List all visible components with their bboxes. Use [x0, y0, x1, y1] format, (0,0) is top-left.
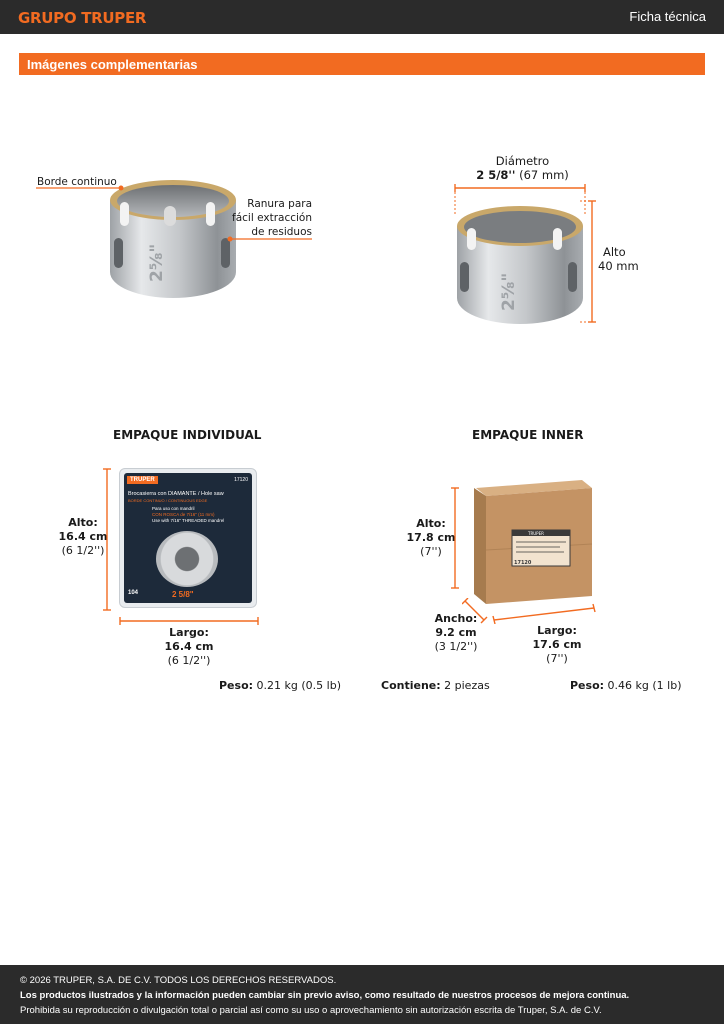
- diameter-value-row: [460, 168, 585, 182]
- inner-height-label: [406, 517, 456, 559]
- callout-slot-line-1: Ranura para: [247, 198, 312, 210]
- callout-slot-line-3: de residuos: [251, 226, 312, 238]
- inner-width-title: Ancho:: [434, 612, 478, 625]
- svg-text:2⅝": 2⅝": [499, 272, 519, 311]
- diameter-inches: 2 5/8'': [476, 168, 516, 182]
- blister-code: 17120: [234, 477, 248, 483]
- individual-height-title: Alto:: [68, 516, 98, 529]
- inner-width-in: (3 1/2''): [434, 640, 478, 653]
- individual-height-line: [102, 467, 112, 612]
- blister-brand: TRUPER: [127, 476, 158, 484]
- package-inner-title: EMPAQUE INNER: [472, 428, 584, 442]
- blister-line-1: [128, 491, 224, 497]
- callout-border-label: Borde continuo: [37, 176, 117, 188]
- footer-notice: Los productos ilustrados y la información pueden cambiar sin previo aviso, como resultado de nuestros procesos de mejora continua.: [20, 990, 630, 1001]
- inner-length-cm: 17.6 cm: [532, 638, 582, 651]
- inner-height-cm: 17.8 cm: [406, 531, 456, 544]
- blister-line-5: Use with 7/16" THREADED mandrel: [152, 518, 225, 523]
- height-dimension-line: [580, 198, 600, 326]
- height-label: [598, 245, 639, 273]
- blister-size: 2 5/8": [172, 590, 194, 599]
- blister-package: [119, 468, 257, 608]
- individual-weight-label: Peso:: [219, 679, 254, 692]
- section-title: Imágenes complementarias: [27, 57, 198, 72]
- footer: [0, 965, 724, 1024]
- package-individual-title: EMPAQUE INDIVIDUAL: [113, 428, 262, 442]
- inner-length-in: (7''): [546, 652, 568, 665]
- box-brand-text: TRUPER: [528, 531, 544, 536]
- blister-line-4: CON ROSCA de 7/16" (11 mm): [152, 512, 215, 517]
- individual-length-title: Largo:: [169, 626, 209, 639]
- blister-card: [124, 473, 252, 603]
- footer-copyright: © 2026 TRUPER, S.A. DE C.V. TODOS LOS DERECHOS RESERVADOS.: [20, 975, 337, 986]
- inner-contains-value: 2 piezas: [444, 679, 490, 692]
- individual-height-in: (6 1/2''): [61, 544, 105, 557]
- height-value: 40 mm: [598, 259, 639, 273]
- blister-line-2: BORDE CONTINUO / CONTINUOUS EDGE: [128, 498, 208, 503]
- inner-length-title: Largo:: [537, 624, 577, 637]
- diameter-title: Diámetro: [495, 154, 550, 168]
- hole-saw-image-right: [452, 196, 592, 326]
- inner-weight: [570, 679, 682, 693]
- inner-height-in: (7''): [420, 545, 442, 558]
- diameter-label: [460, 154, 585, 182]
- individual-weight: [219, 679, 341, 693]
- svg-text:2⅝": 2⅝": [147, 243, 167, 282]
- page-title: Ficha técnica: [629, 9, 706, 24]
- individual-weight-value: 0.21 kg (0.5 lb): [256, 679, 341, 692]
- height-title: Alto: [603, 245, 626, 259]
- individual-height-cm: 16.4 cm: [58, 530, 108, 543]
- individual-length-cm: 16.4 cm: [164, 640, 214, 653]
- inner-box-image: [470, 476, 596, 606]
- inner-length-label: [530, 624, 584, 666]
- blister-line-1-es: Brocasierra con DIAMANTE: [128, 491, 197, 497]
- inner-width-label: [430, 612, 482, 654]
- blister-count: 104: [128, 590, 139, 596]
- blister-line-1-en: / Hole saw: [198, 491, 224, 497]
- inner-weight-value: 0.46 kg (1 lb): [607, 679, 682, 692]
- inner-contains-label: Contiene:: [381, 679, 441, 692]
- footer-prohibition: Prohibida su reproducción o divulgación total o parcial así como su uso o aprovechamiento sin autorización escrita de Truper, S.A. de C.V.: [20, 1005, 602, 1016]
- diameter-mm: (67 mm): [519, 168, 569, 182]
- inner-height-title: Alto:: [416, 517, 446, 530]
- blister-line-3: Para uso con mandril: [152, 506, 195, 511]
- brand-logo: GRUPO TRUPER: [18, 9, 147, 27]
- individual-length-label: [160, 626, 218, 668]
- section-title-bar: [19, 53, 705, 75]
- inner-contains: [381, 679, 490, 693]
- inner-weight-label: Peso:: [570, 679, 605, 692]
- box-code-text: 17120: [514, 560, 532, 566]
- blister-saw-window: [156, 531, 218, 587]
- individual-length-in: (6 1/2''): [167, 654, 211, 667]
- callout-slot-label: [222, 197, 312, 239]
- callout-slot-line-2: fácil extracción: [232, 212, 312, 224]
- inner-width-cm: 9.2 cm: [435, 626, 477, 639]
- inner-length-line: [492, 602, 598, 624]
- inner-height-line: [450, 486, 460, 590]
- header-bar: [0, 0, 724, 34]
